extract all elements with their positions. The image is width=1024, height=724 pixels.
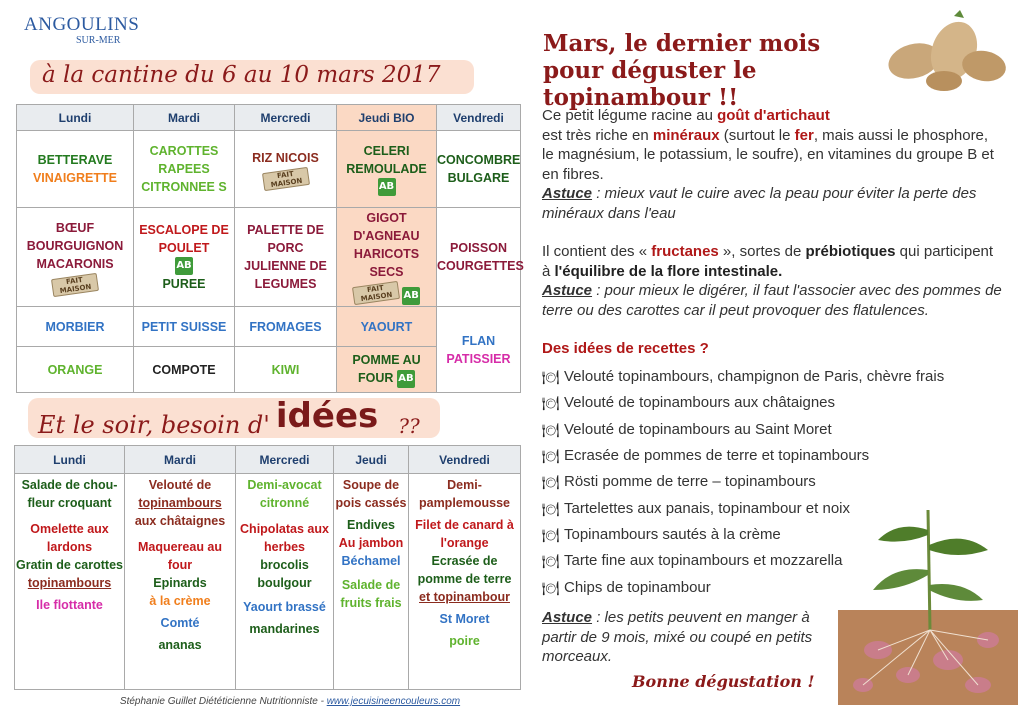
text: (surtout le [719, 126, 795, 144]
plate-icon: 🍽 [542, 579, 560, 596]
recipe-ideas-title: Des idées de recettes ? [542, 340, 709, 357]
dinner-banner-big: idées [275, 396, 379, 436]
fait-maison-stamp: FAIT MAISON [261, 166, 309, 190]
dish: Ecrasée de pomme de terre [417, 554, 512, 586]
dish: brocolis boulgour [257, 558, 312, 590]
dish: Demi-pamplemousse [418, 478, 510, 510]
dish: POMME AU FOUR [352, 353, 421, 386]
cell [17, 208, 134, 307]
dish: YAOURT [337, 307, 437, 347]
dinner-row [15, 474, 521, 690]
recipe-text: Topinambours sautés à la crème [564, 525, 781, 543]
fait-maison-stamp: FAIT MAISON [51, 272, 99, 296]
recipe-text: Rösti pomme de terre – topinambours [564, 473, 816, 491]
lunch-header-mardi: Mardi [134, 105, 235, 131]
dish: Endives [347, 518, 395, 532]
dinner-jeudi [334, 474, 409, 690]
dish: Epinards [153, 576, 207, 590]
dinner-mardi [125, 474, 236, 690]
text: Ce petit légume racine au [542, 107, 718, 124]
bio-label-icon: AB [397, 370, 415, 388]
dish: topinambours [138, 496, 222, 510]
plate-icon: 🍽 [542, 421, 560, 438]
dish: Au jambon [338, 536, 404, 550]
dinner-header-jeudi: Jeudi [334, 446, 409, 474]
dinner-header-mercredi: Mercredi [236, 446, 334, 474]
bonne-degustation: Bonne dégustation ! [632, 672, 815, 691]
lunch-row-main [17, 208, 521, 307]
dish: COMPOTE [134, 347, 235, 393]
plate-icon: 🍽 [542, 553, 560, 570]
astuce-tip [542, 185, 976, 222]
dish: Velouté de [148, 478, 212, 492]
dish: FLAN [461, 333, 496, 348]
dish: Soupe de pois cassés [335, 478, 407, 510]
dinner-lundi [15, 474, 125, 690]
lunch-header-lundi: Lundi [17, 105, 134, 131]
highlight: fructanes [651, 243, 719, 260]
bold-text: prébiotiques [805, 243, 896, 260]
list-item [542, 443, 944, 469]
fructanes-paragraph [542, 242, 1002, 320]
dish: ESCALOPE DE POULET [139, 222, 229, 255]
text: », sortes de [718, 243, 806, 260]
dinner-banner-q: ?? [398, 414, 420, 438]
dish: Béchamel [341, 554, 401, 568]
recipe-text: Tarte fine aux topinambours et mozzarella [564, 552, 843, 570]
plate-icon: 🍽 [542, 448, 560, 465]
logo [24, 14, 140, 54]
plate-icon: 🍽 [542, 395, 560, 412]
dish: ananas [158, 638, 202, 652]
dish: Demi-avocat citronné [247, 478, 322, 510]
recipe-text: Tartelettes aux panais, topinambour et noix [564, 499, 851, 517]
footer-link[interactable]: www.jecuisineencouleurs.com [326, 696, 461, 707]
recipe-text: Chips de topinambour [564, 578, 711, 596]
plate-icon: 🍽 [542, 500, 560, 517]
lunch-row-dairy [17, 307, 521, 347]
highlight: minéraux [652, 126, 720, 144]
cell [337, 347, 437, 393]
dish: topinambours [27, 576, 112, 590]
lunch-header-vendredi: Vendredi [437, 105, 521, 131]
lunch-header-row [17, 105, 521, 131]
text: Il contient des « [542, 243, 652, 260]
recipe-text: Velouté topinambours, champignon de Paris, chèvre frais [564, 368, 945, 386]
plate-icon: 🍽 [542, 474, 560, 491]
footer [60, 696, 520, 707]
astuce-text: : mieux vaut le cuire avec la peau pour éviter la perte des minéraux dans l'eau [542, 185, 977, 222]
bold-text: l'équilibre de la flore intestinale. [554, 262, 783, 280]
dinner-ideas-table [14, 445, 521, 690]
dish: Maquereau au four [137, 540, 223, 572]
dinner-header-row [15, 446, 521, 474]
dish: PUREE [162, 277, 206, 292]
text: est très riche en [542, 126, 653, 144]
dish: mandarines [249, 622, 320, 636]
recipe-text: Velouté de topinambours au Saint Moret [564, 420, 832, 438]
dish: Ile flottante [36, 598, 103, 612]
astuce-tip [542, 609, 812, 665]
dish: Comté [160, 616, 200, 630]
dish: MACARONIS [36, 256, 114, 271]
bio-label-icon: AB [378, 178, 396, 196]
dinner-header-lundi: Lundi [15, 446, 125, 474]
lunch-header-jeudi: Jeudi BIO [337, 105, 437, 131]
list-item [542, 364, 944, 390]
astuce-tip [542, 282, 1002, 319]
dish: Omelette aux lardons [30, 522, 109, 554]
bio-label-icon: AB [402, 287, 420, 305]
highlight: goût d'artichaut [717, 107, 830, 124]
dinner-mercredi [236, 474, 334, 690]
lunch-header-mercredi: Mercredi [235, 105, 337, 131]
dish: CONCOMBRE BULGARE [437, 131, 521, 208]
dish: GIGOT D'AGNEAU HARICOTS SECS [353, 211, 420, 280]
logo-line2: SUR-MER [76, 35, 121, 46]
text: qui participent à [542, 243, 994, 280]
dish: Chipolatas aux herbes [240, 522, 329, 554]
dish: Salade de chou-fleur croquant [21, 478, 118, 510]
dish: KIWI [235, 347, 337, 393]
recipe-text: Velouté de topinambours aux châtaignes [564, 394, 836, 412]
astuce-label: Astuce [542, 185, 593, 202]
lunch-menu-table [16, 104, 524, 393]
dish: Yaourt brassé [243, 600, 326, 614]
intro-paragraph [542, 106, 1002, 223]
dish: PATISSIER [446, 351, 511, 366]
topinambour-tubers-image [884, 6, 1014, 96]
dish: ORANGE [17, 347, 134, 393]
astuce-text: : pour mieux le digérer, il faut l'associer avec des pommes de terre ou des carottes car il peut provoquer des flatulences. [542, 282, 1002, 319]
logo-line1: ANGOULINS [24, 14, 140, 35]
cell [134, 208, 235, 307]
cell [437, 208, 524, 307]
dinner-vendredi [409, 474, 521, 690]
dish: CELERI REMOULADE [346, 143, 427, 176]
astuce-label: Astuce [542, 282, 593, 299]
cell [17, 131, 134, 208]
lunch-banner: à la cantine du 6 au 10 mars 2017 [30, 60, 474, 94]
cell [437, 307, 521, 393]
footer-text: Stéphanie Guillet Diététicienne Nutritionniste - [119, 696, 327, 707]
text: , mais aussi le phosphore, le magnésium, le potassium, le soufre), en vitamines du groupe B et en fibres. [542, 126, 994, 183]
recipe-text: Ecrasée de pommes de terre et topinambours [564, 447, 870, 465]
dinner-header-mardi: Mardi [125, 446, 236, 474]
dish: POISSON COURGETTES [437, 241, 524, 273]
dish: PALETTE DE PORC JULIENNE DE LEGUMES [235, 208, 337, 307]
dish: BŒUF BOURGUIGNON [26, 220, 124, 253]
dish: FROMAGES [235, 307, 337, 347]
plate-icon: 🍽 [542, 526, 560, 543]
list-item [542, 390, 944, 416]
dish: VINAIGRETTE [32, 171, 118, 185]
dish: PETIT SUISSE [134, 307, 235, 347]
fait-maison-stamp: FAIT MAISON [352, 281, 400, 305]
highlight: fer [794, 126, 814, 144]
dish: St Moret [439, 612, 490, 626]
cell [337, 208, 437, 307]
astuce-text: : les petits peuvent en manger à partir de 9 mois, mixé ou coupé en petits morceaux. [542, 609, 813, 665]
list-item [542, 469, 944, 495]
dish: CAROTTES RAPEES CITRONNEE S [134, 131, 235, 208]
bio-label-icon: AB [175, 257, 193, 275]
dish: RIZ NICOIS [252, 150, 319, 165]
dish: à la crème [149, 594, 211, 608]
dinner-header-vendredi: Vendredi [409, 446, 521, 474]
lunch-row-starter [17, 131, 521, 208]
plate-icon: 🍽 [542, 369, 560, 386]
dinner-banner [28, 398, 440, 438]
cell [235, 131, 337, 208]
dish: et topinambour [419, 590, 510, 604]
list-item [542, 417, 944, 443]
astuce-label: Astuce [542, 609, 593, 626]
astuce-baby [542, 608, 832, 667]
dish: Filet de canard à l'orange [415, 518, 514, 550]
dish: aux châtaignes [134, 514, 226, 528]
dish: Salade de fruits frais [340, 578, 402, 610]
dish: poire [449, 634, 480, 648]
dish: BETTERAVE [37, 153, 113, 167]
dinner-banner-text: Et le soir, besoin d' [38, 411, 270, 439]
dish: MORBIER [17, 307, 134, 347]
dish: Gratin de carottes [16, 558, 123, 572]
cell [337, 131, 437, 208]
page-title: Mars, le dernier mois pour déguster le topinambour !! [543, 30, 821, 111]
topinambour-plant-image [838, 500, 1018, 705]
